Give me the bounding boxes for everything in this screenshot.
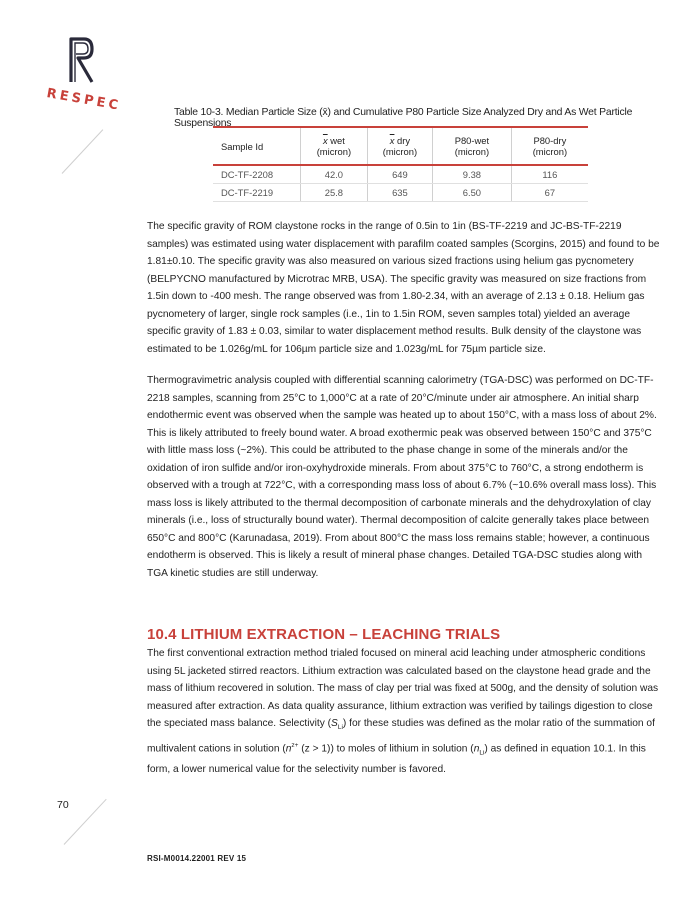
decorative-line xyxy=(62,129,104,174)
section-heading: 10.4 LITHIUM EXTRACTION – LEACHING TRIALS xyxy=(147,626,501,643)
table-row xyxy=(213,184,588,202)
col-p80-dry: P80-dry (micron) xyxy=(511,127,588,165)
col-sample-id: Sample Id xyxy=(213,127,301,165)
body-text-block xyxy=(147,218,662,596)
table-cell: 6.50 xyxy=(433,184,512,202)
document-id: RSI-M0014.22001 REV 15 xyxy=(147,854,247,863)
table-cell: 42.0 xyxy=(301,165,368,184)
paragraph-specific-gravity: The specific gravity of ROM claystone rocks in the range of 0.5in to 1in (BS-TF-2219 and JC-BS-TF-2219 samples) was estimated using water displacement with parafilm coated samples (Scorgins, 2015) and found to be 1.81±0.10. The specific gravity was also measured on various sized fractions using helium gas pycnometery (BELPYCNO manufactured by Microtrac MRB, USA). The specific gravity was measured on size fractions from 1.5in down to -400 mesh. The range observed was from 1.80-2.34, with an average of 2.13 ± 0.18. Helium gas pycnometery of larger, single rock samples (i.e., 1in to 1.5in ROM, seven samples total) yielded an average specific gravity of 1.83 ± 0.03, similar to water displacement method results. Bulk density of the claystone was estimated to be 1.026g/mL for 106µm particle size and 1.023g/mL for 75µm particle size. xyxy=(147,221,660,355)
col-x-wet: $\overline{x}$ wet (micron) xyxy=(301,127,368,165)
table-cell: 9.38 xyxy=(433,165,512,184)
table-cell: 25.8 xyxy=(301,184,368,202)
table-cell: 67 xyxy=(511,184,588,202)
paragraph-leaching-trials: The first conventional extraction method trialed focused on mineral acid leaching under atmospheric conditions using 5L jacketed stirred reactors. Lithium extraction was calculated based on the claystone head grade and the mass of lithium recovered in solution. The mass of clay per trial was fixed at 500g, and the density of solution was measured after extraction. As data quality assurance, lithium extraction was verified by tailings digestion to close the speciated mass balance. Selectivity $(S_{Li})$ for these studies was defined as the molar ratio of the summation of multivalent cations in solution ($n^{z+}$ (z > 1)) to moles of lithium in solution $(n_{Li})$ as defined in equation 10.1. In this form, a lower numerical value for the selectivity number is favored. xyxy=(147,648,659,776)
table-cell: DC-TF-2208 xyxy=(213,165,301,184)
table-cell: 635 xyxy=(367,184,432,202)
logo-wordmark: RESPEC xyxy=(45,86,123,114)
table-cell: 649 xyxy=(367,165,432,184)
particle-size-table xyxy=(213,126,588,202)
table-caption: Table 10-3. Median Particle Size (x̄) and Cumulative P80 Particle Size Analyzed Dry and As Wet Particle Suspensions xyxy=(174,107,633,129)
table-row xyxy=(213,165,588,184)
table-cell: DC-TF-2219 xyxy=(213,184,301,202)
decorative-line xyxy=(64,799,107,845)
table-header-row xyxy=(213,127,588,165)
table-cell: 116 xyxy=(511,165,588,184)
section-body xyxy=(147,645,662,793)
paragraph-tga-dsc: Thermogravimetric analysis coupled with differential scanning calorimetry (TGA-DSC) was performed on DC-TF-2218 samples, scanning from 25°C to 1,000°C at a rate of 20°C/minute under air atmosphere. An initial sharp endothermic event was observed when the sample was heated up to about 150°C, with a mass loss of about 2%. This is likely attributed to freely bound water. A broad exothermic peak was observed between 150°C and 375°C with little mass loss (~2%). This could be attributed to the phase change in some of the minerals and/or the oxidation of iron sulfide and/or iron-oxyhydroxide minerals. From about 375°C to 760°C, a strong endotherm is observed with a trough at 722°C, with a corresponding mass loss of about 6.7% (~10.6% overall mass loss). This mass loss is likely attributed to the thermal decomposition of carbonate minerals and the dehydroxylation of clay minerals (i.e., loss of structurally bound water). Thermal decomposition of calcite generally takes place between 650°C and 800°C (Karunadasa, 2019). From about 800°C the mass loss remains stable; however, a continuous endotherm is observed. This is likely a result of mineral phase changes. Detailed TGA-DSC studies along with TGA kinetic studies are still underway. xyxy=(147,375,657,579)
col-x-dry: $\overline{x}$ dry (micron) xyxy=(367,127,432,165)
col-p80-wet: P80-wet (micron) xyxy=(433,127,512,165)
page-number: 70 xyxy=(57,799,69,811)
respec-r-icon xyxy=(66,36,96,84)
